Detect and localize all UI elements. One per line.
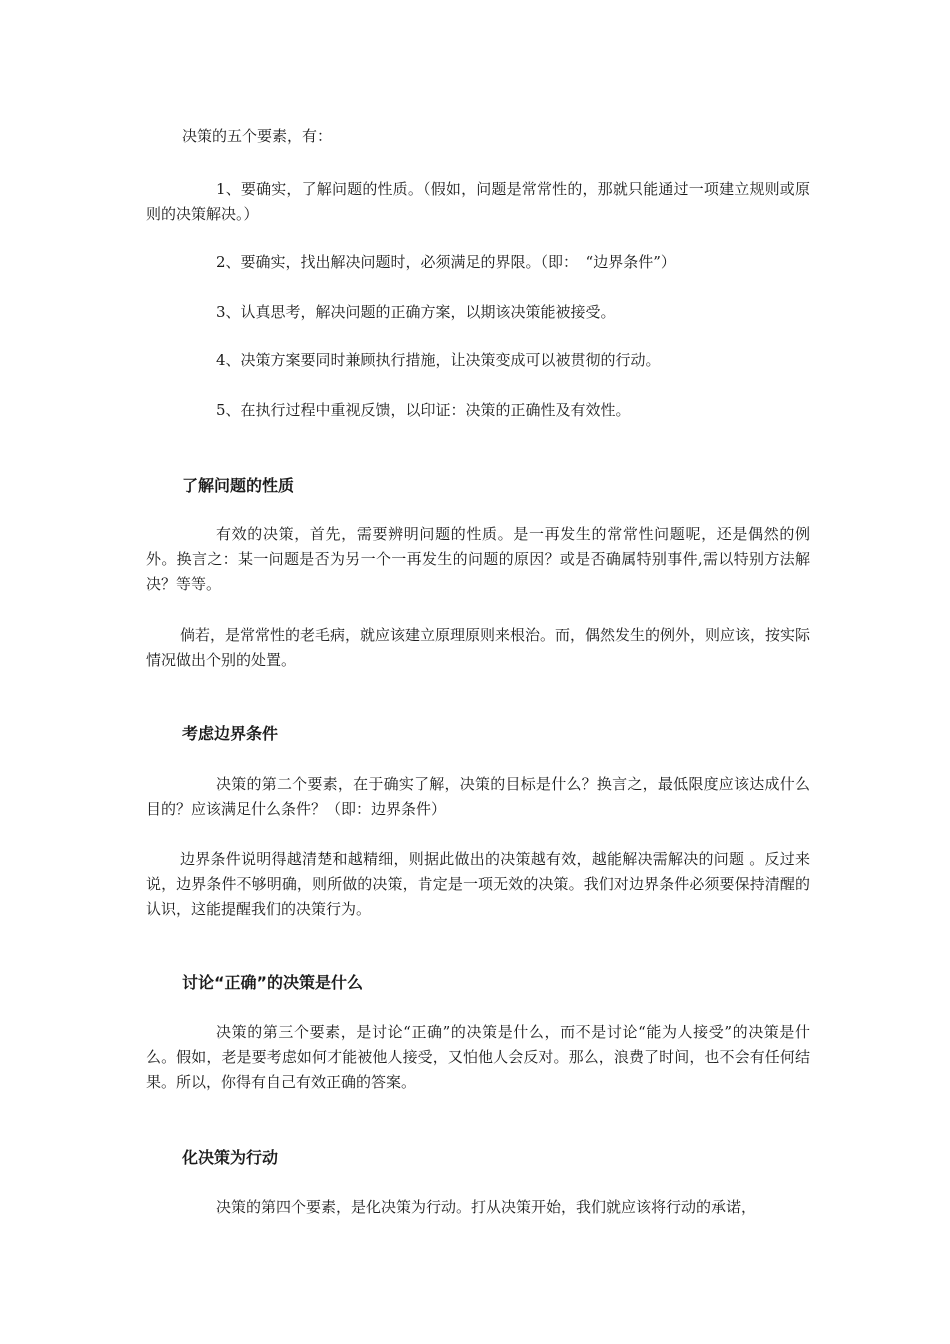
section-nature-paragraph-1: 有效的决策，首先，需要辨明问题的性质。是一再发生的常常性问题呢，还是偶然的例外。换言之：某一问题是否为另一个一再发生的问题的原因？或是否确属特别事件,需以特别方法解决？等等。	[146, 525, 810, 593]
section-correct-paragraph-1: 决策的第三个要素，是讨论“正确”的决策是什么，而不是讨论“能为人接受”的决策是什么。假如，老是要考虑如何才能被他人接受，又怕他人会反对。那么，浪费了时间，也不会有任何结果。所以，你得有自己有效正确的答案。	[146, 1023, 810, 1091]
element-item-1: 1、要确实，了解问题的性质。（假如，问题是常常性的，那就只能通过一项建立规则或原则的决策解决。）	[146, 180, 810, 223]
element-item-2: 2、要确实，找出解决问题时，必须满足的界限。（即： “边界条件”）	[216, 253, 676, 271]
intro-line: 决策的五个要素，有：	[182, 127, 333, 145]
section-boundary-paragraph-1: 决策的第二个要素，在于确实了解，决策的目标是什么？换言之，最低限度应该达成什么目的？应该满足什么条件？（即：边界条件）	[146, 775, 810, 818]
section-nature-paragraph-2: 倘若，是常常性的老毛病，就应该建立原理原则来根治。而，偶然发生的例外，则应该，按实际情况做出个别的处置。	[146, 626, 811, 669]
element-item-4: 4、决策方案要同时兼顾执行措施，让决策变成可以被贯彻的行动。	[216, 351, 661, 369]
section-heading-action: 化决策为行动	[182, 1148, 279, 1167]
element-item-3: 3、认真思考，解决问题的正确方案，以期该决策能被接受。	[216, 303, 616, 321]
section-heading-nature: 了解问题的性质	[182, 476, 295, 495]
element-item-5: 5、在执行过程中重视反馈，以印证：决策的正确性及有效性。	[216, 401, 631, 419]
section-heading-correct: 讨论“正确”的决策是什么	[182, 973, 364, 992]
section-action-paragraph-1: 决策的第四个要素，是化决策为行动。打从决策开始，我们就应该将行动的承诺，	[216, 1198, 757, 1216]
section-heading-boundary: 考虑边界条件	[182, 724, 279, 743]
section-boundary-paragraph-2: 边界条件说明得越清楚和越精细，则据此做出的决策越有效，越能解决需解决的问题 。反过来说，边界条件不够明确，则所做的决策，肯定是一项无效的决策。我们对边界条件必须要保持清醒的认识，这能提醒我们的决策行为。	[146, 850, 810, 918]
